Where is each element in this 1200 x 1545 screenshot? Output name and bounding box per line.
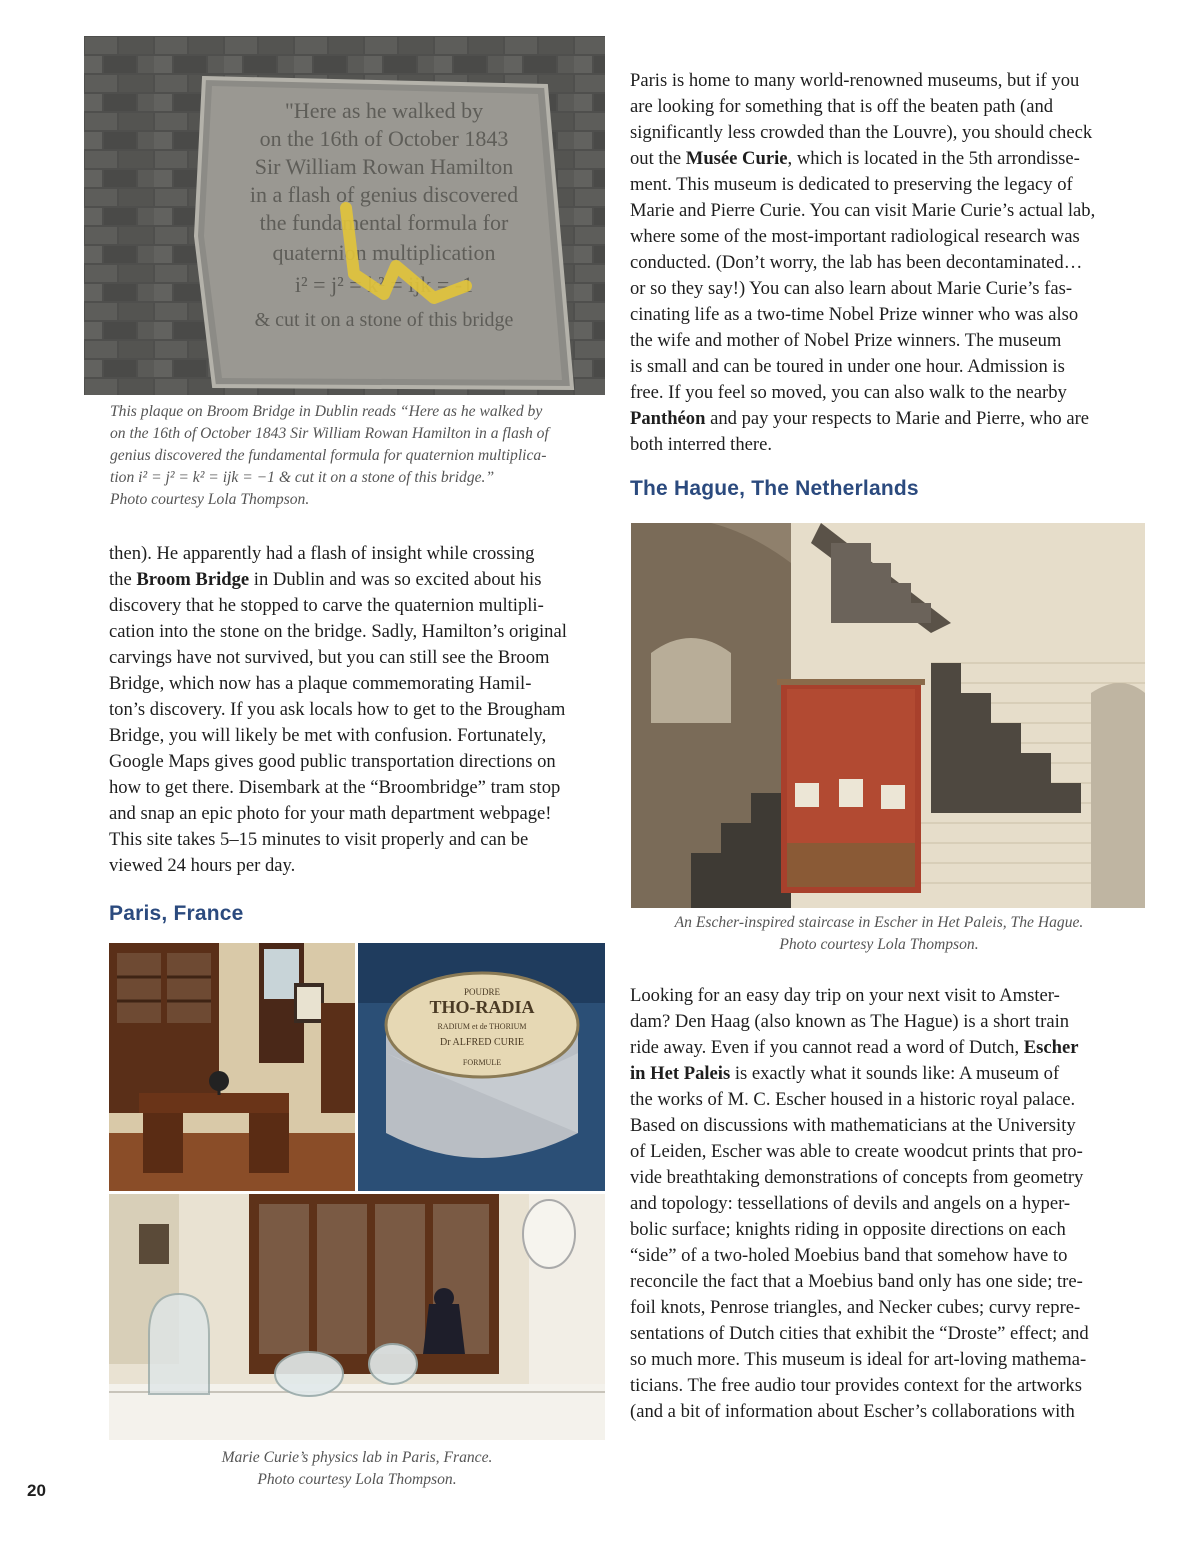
text-line: the works of M. C. Escher housed in a historic royal palace. <box>630 1089 1076 1110</box>
text-line: Bridge, which now has a plaque commemorating Hamil- <box>109 673 532 694</box>
text-line: ton’s discovery. If you ask locals how to get to the Brougham <box>109 699 566 720</box>
text-line: bolic surface; knights riding in opposite directions on each <box>630 1219 1066 1240</box>
plaque-line-3: Sir William Rowan Hamilton <box>254 154 514 179</box>
text-segment: ride away. Even if you cannot read a word of Dutch, <box>630 1037 1024 1058</box>
curie-lab-caption <box>109 1447 605 1491</box>
text-line: cinating life as a two-time Nobel Prize winner who was also <box>630 304 1079 325</box>
text-line: or so they say!) You can also learn about Marie Curie’s fas- <box>630 278 1073 299</box>
plaque-line-1: "Here as he walked by <box>284 98 484 123</box>
tho-radia-tin-photo <box>358 943 605 1191</box>
text-line: reconcile the fact that a Moebius band only has one side; tre- <box>630 1271 1083 1292</box>
caption-line: This plaque on Broom Bridge in Dublin reads “Here as he walked by <box>110 403 543 420</box>
office-illustration <box>109 943 355 1191</box>
hague-paragraph <box>630 983 1160 1425</box>
plaque-line-5: the fundamental formula for <box>259 210 509 235</box>
curie-lab-photo <box>109 1194 605 1440</box>
tin-label-4: Dr ALFRED CURIE <box>440 1037 524 1048</box>
plaque-line-4: in a flash of genius discovered <box>249 182 519 207</box>
text-line: free. If you feel so moved, you can also walk to the nearby <box>630 382 1067 403</box>
text-segment: out the <box>630 148 686 169</box>
text-line: how to get there. Disembark at the “Broombridge” tram stop <box>109 777 561 798</box>
tin-label-3: RADIUM et de THORIUM <box>437 1022 527 1031</box>
text-line: This site takes 5–15 minutes to visit properly and can be <box>109 829 529 850</box>
text-segment: the <box>109 569 137 590</box>
text-line: cation into the stone on the bridge. Sadly, Hamilton’s original <box>109 621 567 642</box>
text-line <box>109 567 609 593</box>
tin-label-2: THO-RADIA <box>429 997 535 1017</box>
escher-caption <box>631 912 1127 956</box>
staircase-illustration <box>631 523 1145 908</box>
caption-line: Marie Curie’s physics lab in Paris, France. <box>221 1449 493 1466</box>
text-line: of Leiden, Escher was able to create woodcut prints that pro- <box>630 1141 1083 1162</box>
text-line: vide breathtaking demonstrations of concepts from geometry <box>630 1167 1084 1188</box>
text-line: so much more. This museum is ideal for art-loving mathema- <box>630 1349 1087 1370</box>
text-line: Based on discussions with mathematicians at the University <box>630 1115 1076 1136</box>
curie-office-photo <box>109 943 355 1191</box>
text-line: carvings have not survived, but you can still see the Broom <box>109 647 550 668</box>
paris-paragraph <box>630 68 1160 458</box>
caption-line: Photo courtesy Lola Thompson. <box>257 1471 457 1488</box>
caption-line: An Escher-inspired staircase in Escher in Het Paleis, The Hague. <box>674 914 1084 931</box>
text-line: discovery that he stopped to carve the quaternion multipli- <box>109 595 544 616</box>
tin-illustration <box>358 943 605 1191</box>
caption-line: Photo courtesy Lola Thompson. <box>779 936 979 953</box>
text-segment: , which is located in the 5th arrondisse- <box>787 148 1080 169</box>
caption-line: Photo courtesy Lola Thompson. <box>110 491 310 508</box>
text-line: both interred there. <box>630 434 772 455</box>
text-line: is small and can be toured in under one hour. Admission is <box>630 356 1065 377</box>
text-line <box>630 146 1160 172</box>
text-line: Bridge, you will likely be met with confusion. Fortunately, <box>109 725 547 746</box>
het-paleis-bold: in Het Paleis <box>630 1063 731 1084</box>
tin-label-5: FORMULE <box>462 1058 502 1067</box>
plaque-line-8: & cut it on a stone of this bridge <box>254 309 514 331</box>
text-line: ticians. The free audio tour provides context for the artworks <box>630 1375 1082 1396</box>
escher-staircase-photo <box>631 523 1145 908</box>
text-line: where some of the most-important radiological research was <box>630 226 1080 247</box>
text-line: then). He apparently had a flash of insight while crossing <box>109 543 535 564</box>
text-line: significantly less crowded than the Louvre), you should check <box>630 122 1093 143</box>
broom-bridge-plaque-photo <box>84 36 605 395</box>
text-line: ment. This museum is dedicated to preserving the legacy of <box>630 174 1073 195</box>
text-segment: and pay your respects to Marie and Pierre, who are <box>705 408 1090 429</box>
caption-line: genius discovered the fundamental formula for quaternion multiplica- <box>110 447 547 464</box>
text-line <box>630 1035 1160 1061</box>
text-line: Google Maps gives good public transportation directions on <box>109 751 556 772</box>
text-line: Paris is home to many world-renowned museums, but if you <box>630 70 1080 91</box>
hague-heading: The Hague, The Netherlands <box>630 477 919 500</box>
caption-line: tion i² = j² = k² = ijk = −1 & cut it on a stone of this bridge.” <box>110 469 495 486</box>
paris-heading: Paris, France <box>109 902 244 925</box>
text-line: Looking for an easy day trip on your next visit to Amster- <box>630 985 1060 1006</box>
dublin-paragraph <box>109 541 609 879</box>
text-line: (and a bit of information about Escher’s collaborations with <box>630 1401 1075 1422</box>
text-line: foil knots, Penrose triangles, and Necker cubes; curvy repre- <box>630 1297 1081 1318</box>
lab-illustration <box>109 1194 605 1440</box>
text-line: Marie and Pierre Curie. You can visit Marie Curie’s actual lab, <box>630 200 1096 221</box>
text-line: viewed 24 hours per day. <box>109 855 296 876</box>
text-line: conducted. (Don’t worry, the lab has been decontaminated… <box>630 252 1083 273</box>
text-line: and snap an epic photo for your math department webpage! <box>109 803 552 824</box>
plaque-line-2: on the 16th of October 1843 <box>259 126 509 151</box>
plaque-line-6: quaternion multiplication <box>272 240 496 265</box>
text-line: and topology: tessellations of devils and angels on a hyper- <box>630 1193 1071 1214</box>
text-line <box>630 1061 1160 1087</box>
text-segment: is exactly what it sounds like: A museum of <box>730 1063 1060 1084</box>
text-line: dam? Den Haag (also known as The Hague) is a short train <box>630 1011 1070 1032</box>
plaque-caption <box>110 401 610 511</box>
text-line: the wife and mother of Nobel Prize winners. The museum <box>630 330 1062 351</box>
escher-bold: Escher <box>1023 1037 1079 1058</box>
broom-bridge-bold: Broom Bridge <box>136 569 250 590</box>
tin-label-1: POUDRE <box>463 987 501 997</box>
text-line <box>630 406 1160 432</box>
musee-curie-bold: Musée Curie <box>685 148 788 169</box>
caption-line: on the 16th of October 1843 Sir William Rowan Hamilton in a flash of <box>110 425 549 442</box>
text-line: are looking for something that is off the beaten path (and <box>630 96 1054 117</box>
plaque-illustration <box>84 36 605 395</box>
plaque-line-7: i² = j² = k² = ijk = -1 <box>294 272 474 297</box>
text-segment: in Dublin and was so excited about his <box>249 569 542 590</box>
pantheon-bold: Panthéon <box>630 408 706 429</box>
text-line: “side” of a two-holed Moebius band that somehow have to <box>630 1245 1068 1266</box>
page-number: 20 <box>27 1481 46 1500</box>
text-line: sentations of Dutch cities that exhibit the “Droste” effect; and <box>630 1323 1089 1344</box>
